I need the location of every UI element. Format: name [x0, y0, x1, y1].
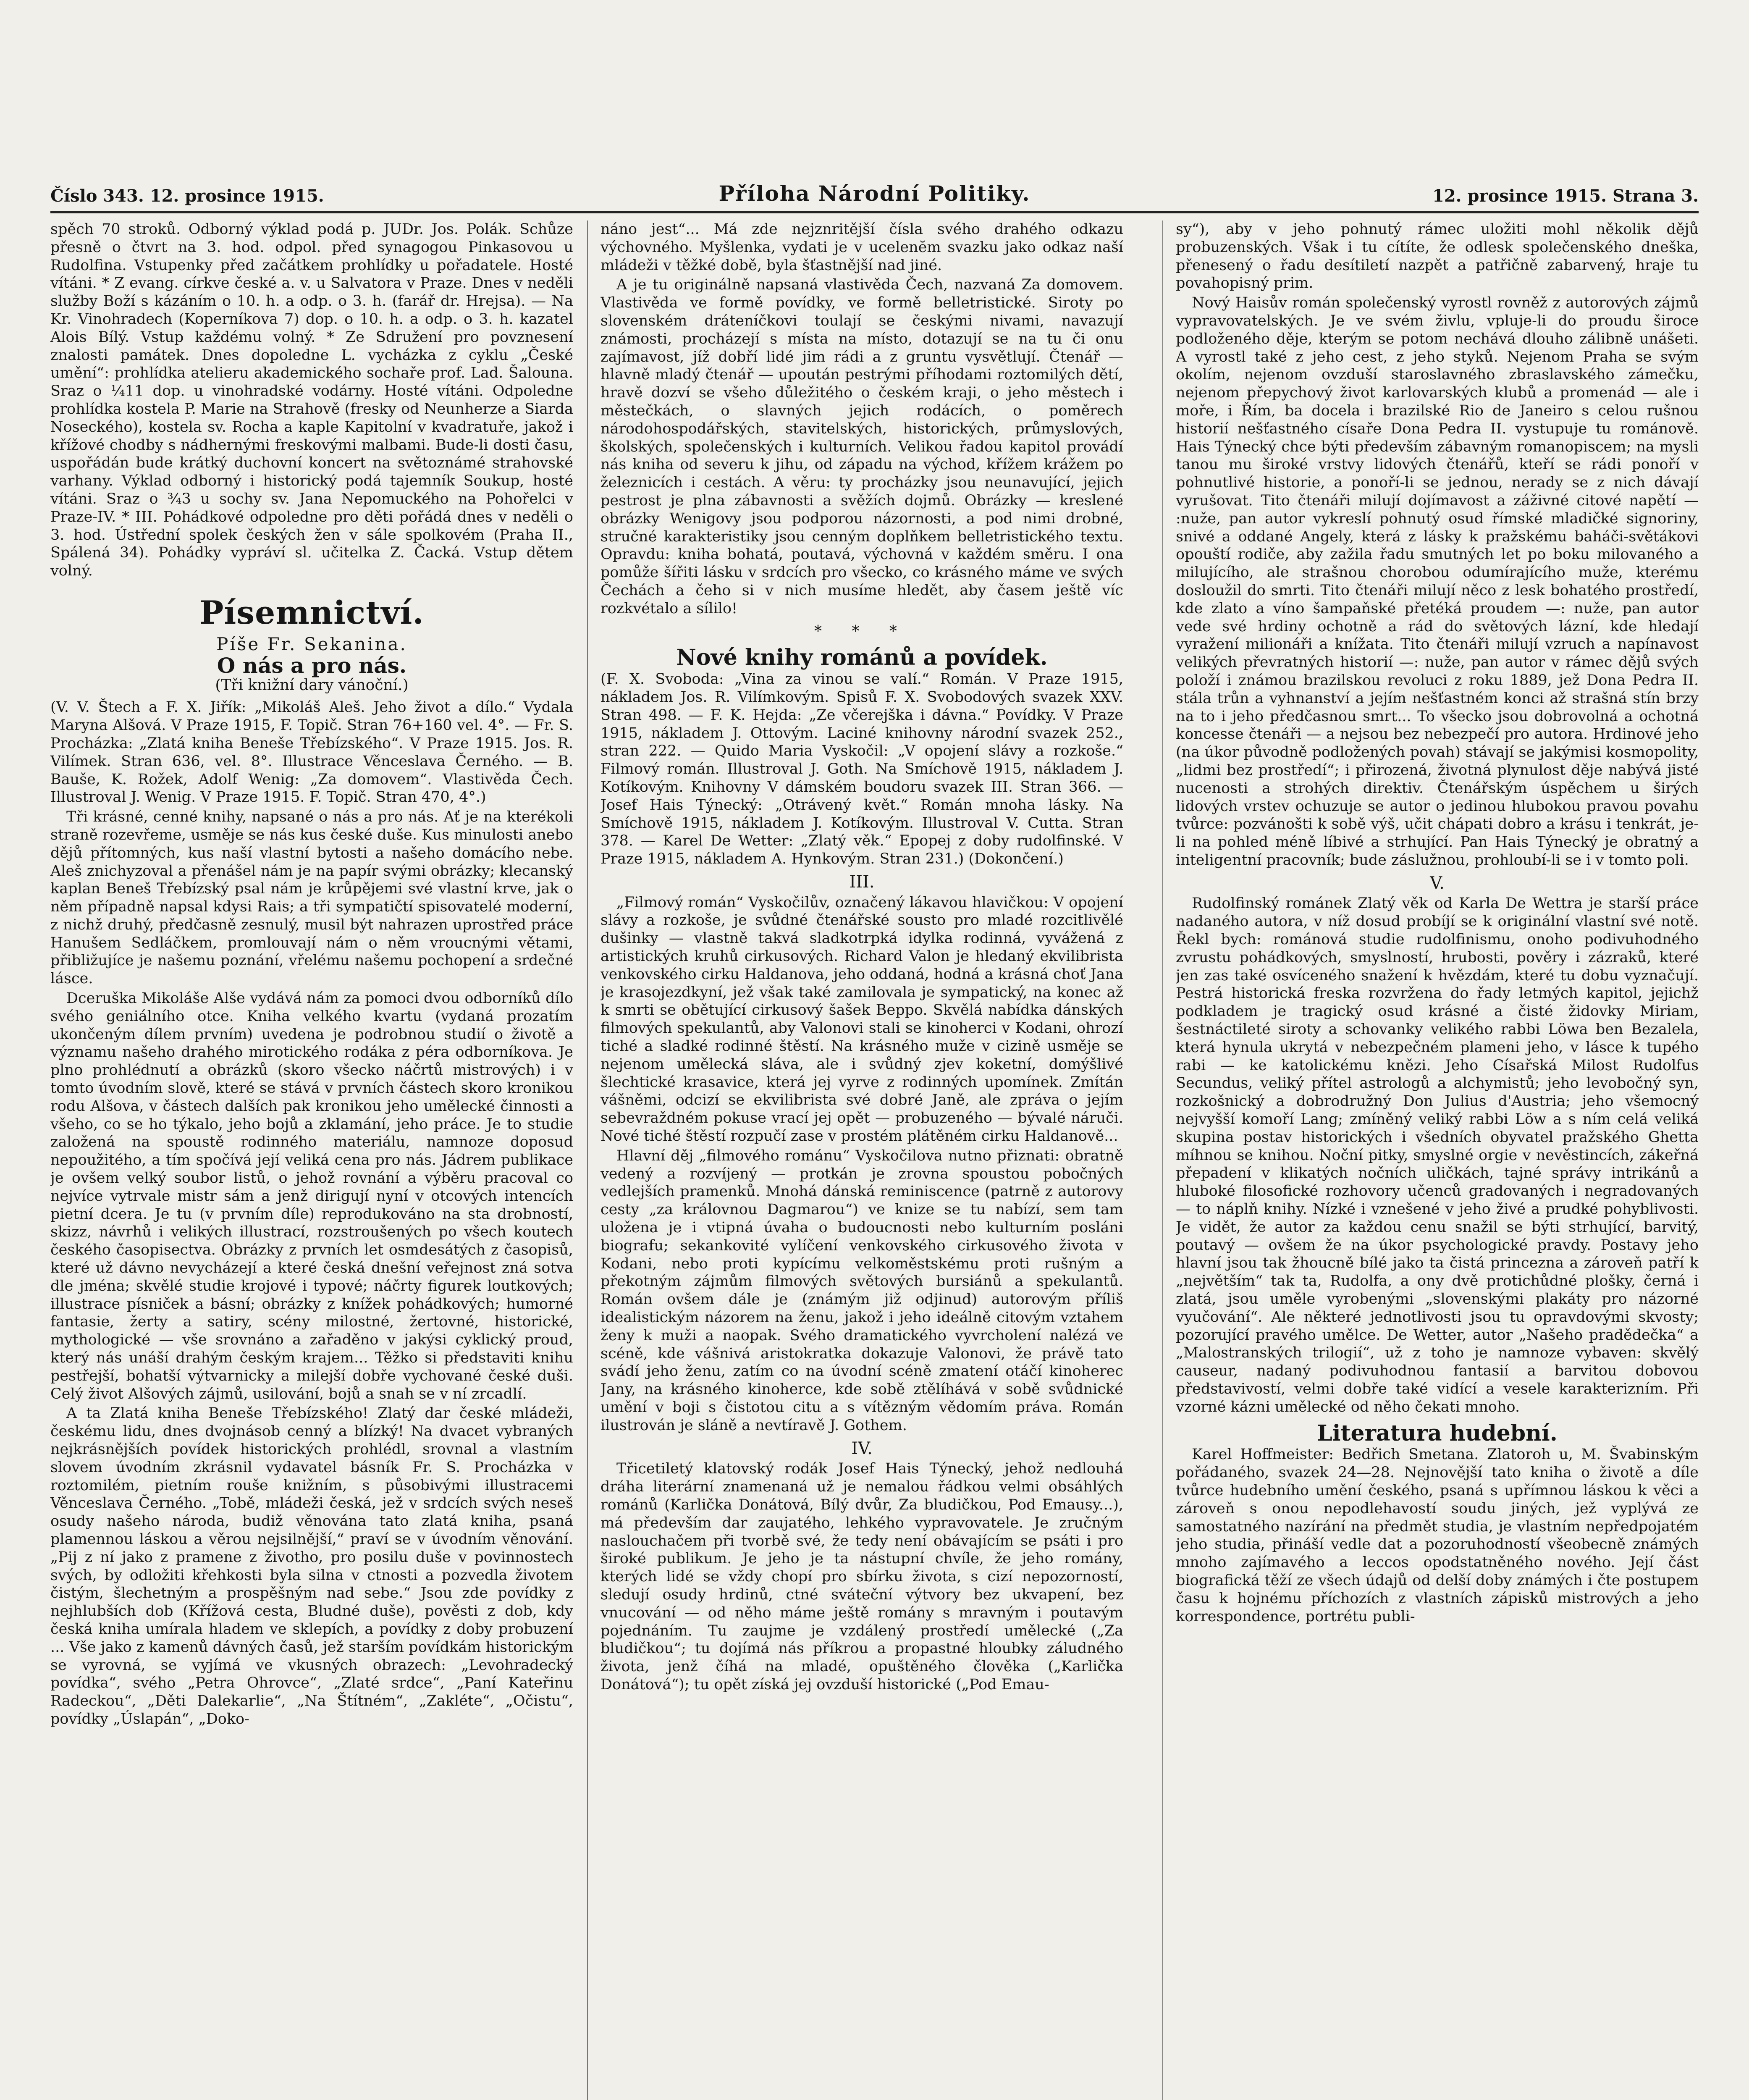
- article-title: O nás a pro nás.: [217, 653, 407, 678]
- paragraph: Tři krásné, cenné knihy, napsané o nás a pro nás. Ať je na kterékoli straně rozevřeme, usměje se nás kus české duše. Kus minulosti anebo dějů přítomných, kus naší vlastní bytosti a našeho domácího nebe. Aleš znichyzoval a přenášel nám je na papír svými obrázky; klecanský kaplan Beneš Třebízský psal nám je krůpějemi své vlastní krve, jak o něm případně napsal kdysi Rais; a tři sympatičtí spisovatelé moderní, z nichž druhý, předčasně zesnulý, musil být nahrazen uprostřed práce Hanušem Sedláčkem, promlouvají nám o něm vroucnými větami, přibližujíce je našemu poznání, vřelému našemu pochopení a srdečné lásce.: [50, 808, 573, 987]
- supplement-title: Příloha Národní Politiky.: [718, 181, 1031, 206]
- column-2: [600, 220, 1123, 2100]
- column-divider-2: [1162, 220, 1163, 2100]
- issue-info: Číslo 343. 12. prosince 1915.: [50, 186, 324, 206]
- heading-music-literature: Literatura hudební.: [1317, 1420, 1558, 1446]
- page-header: [50, 176, 1699, 206]
- paragraph: Nový Haisův román společenský vyrostl rovněž z autorových zájmů vypravovatelských. Je ve svém živlu, vpluje-li do proudu široce podloženého děje, kterým se potom nechává dlouho zálibně unášeti. A vyrostl také z jeho cest, z jeho styků. Nejenom Praha se svým okolím, nejenom ovzduší staroslavného zbraslavského zámečku, nejenom přepychový život karlovarských klubů a promenád — ale i moře, i Řím, ba docela i brazilské Rio de Janeiro s celou rušnou historií nešťastného císaře Dona Pedra II. vystupuje tu románově. Hais Týnecký chce býti především zábavným romanopiscem; na mysli tanou mu široké vrstvy lidových čtenářů, kteří se rádi ponoří v pohnutlivé historie, a ponoří-li se jednou, nerady se z nich dávají vyrušovat. Tito čtenáři milují dojímavost a záživné citové napětí — :nuže, pan autor vykreslí pohnutý osud římské mladičké signoriny, snivé a oddané Angely, která z lásky k pražskému baháči-světákovi opouští rodiče, aby zažila řadu smutných let po boku milovaného a milujícího, ale strašnou chorobou odumírajícího muže, kterému dosloužil do smrti. Tito čtenáři milují něco z lesk bohatého prostředí, kde zlato a víno šampaňské přetéká proudem —: nuže, pan autor vede své hrdiny ochotně a rád do světových lázní, kde hledají vyražení milionáři a knížata. Tito čtenáři milují vzruch a napínavost velikých převratných historií —: nuže, pan autor v rámec dějů svých položí i známou brazilskou revoluci z roku 1889, jež Dona Pedra II. stála trůn a vyhnanství a jejím nešťastném konci až strašná stín brzy na to i jeho předčasnou smrt... To všecko jsou dobrovolná a ochotná koncesse čtenáři — a nejsou bez nebezpečí pro autora. Hrdinové jeho (na úkor původně podložených povah) stávají se jakýmisi kosmopolity, „lidmi bez prostředí“; i přirozená, životná plynulost děje nabývá jisté nucenosti a strohých direktiv. Čtenářským úspěchem u širých lidových vrstev ochuzuje se autor o jedinou hlubokou pravou povahu tvůrce: pozvánošti k sobě výš, učit chápati dobro a krásu i tenkrát, je-li na pohled méně líbivé a strhující. Pan Hais Týnecký je obratný a inteligentní pracovník; bude záslužnou, prohloubí-li se i v tomto poli.: [1176, 294, 1699, 869]
- paragraph: Dceruška Mikoláše Alše vydává nám za pomoci dvou odborníků dílo svého geniálního otce. Kniha velkého kvartu (vydaná prozatím ukončeným dílem prvním) uvedena je podrobnou studií o životě a významu našeho drahého mirotického rodáka z péra odborníkova. Je plno prohlédnutí a obrázků (skoro všecko náčrtů mistrových) i v tomto úvodním slově, které se stává v prvních částech skoro kronikou rodu Alšova, v částech dalších pak kronikou jeho umělecké činnosti a všeho, co se ho týkalo, jeho bojů a zklamání, jeho práce. Je to studie založená na spoustě rodinného materiálu, namnoze doposud nepoužitého, a tím spočívá její veliká cena pro nás. Jádrem publikace je ovšem velký soubor listů, o jehož rovnání a výběru pracoval co nejvíce vytrvale mistr sám a jenž dirigují nyní v otcových intencích pietní dcera. Je tu (v prvním díle) reprodukováno na sta drobností, skizz, návrhů i velikých illustrací, rozstroušených po všech koutech českého časopisectva. Obrázky z prvních let osmdesátých z časopisů, které už dávno nevycházejí a které česká dnešní veřejnost zná sotva dle jména; skvělé studie krojové i typové; náčrty figurek loutkových; illustrace písniček a básní; obrázky z knížek pohádkových; humorné fantasie, žerty a satiry, scény milostné, žertovné, historické, mythologické — vše srovnáno a zařaděno v jakýsi cyklický proud, který nás unáší drahým českým krajem... Těžko si představiti knihu pestřejší, bohatší výtvarnicky a milejší dobře vychované české duši. Celý život Alšových zájmů, usilování, bojů a snah se v ní zrcadlí.: [50, 990, 573, 1402]
- heading-new-novels: Nové knihy románů a povídek.: [676, 645, 1048, 671]
- article-subtitle: (Tři knižní dary vánoční.): [215, 676, 409, 694]
- column-3: [1176, 220, 1699, 2100]
- part-number: IV.: [851, 1438, 873, 1458]
- section-title-literature: Písemnictví.: [199, 593, 424, 631]
- paragraph: A je tu originálně napsaná vlastivěda Čech, nazvaná Za domovem. Vlastivěda ve formě povídky, ve formě belletristické. Siroty po slovenském dráteníčkovi toulají se českými nivami, navazují známosti, procházejí s místa na místo, dotazují se na tu či onu zajímavost, jíž dobří lidé jim rádi a z gruntu vysvětlují. Čtenář — hlavně mladý čtenář — upoután pestrými příhodami roztomilých dětí, hravě dozví se všeho důležitého o českém kraji, o jeho městech i městečkách, o slavných jejich rodácích, o poměrech národohospodářských, stavitelských, historických, průmyslových, školských, společenských i kulturních. Velikou řadou kapitol provádí nás kniha od severu k jihu, od západu na východ, křížem krážem po železnicích i cestách. A věru: ty procházky jsou neunavující, jejich pestrost je plna zábavnosti a svěžích dojmů. Obrázky — kreslené obrázky Wenigovy jsou podporou názornosti, a pod nimi drobné, stručné karakteristiky jsou cenným doplňkem belletristického textu. Opravdu: kniha bohatá, poutavá, výchovná v každém směru. I ona pomůže šířiti lásku v srdcích pro všecko, co krásného máme ve svých Čechách a čeho si v nich musíme hledět, aby časem ještě víc rozkvétalo a sílilo!: [600, 276, 1123, 617]
- paragraph: náno jest“... Má zde nejznritější čísla svého drahého odkazu výchovného. Myšlenka, vydati je v ucelenĕm svazku jako odkaz naší mládeži v těžké době, byla šťastnější nad jiné.: [600, 221, 1123, 274]
- column-divider-1: [587, 220, 588, 2100]
- paragraph: Hlavní děj „filmového románu“ Vyskočilova nutno přiznati: obratně vedený a rozvíjený — protkán je zrovna spoustou pobočných vedlejších pramenků. Mnohá dánská reminiscence (patrně z autorovy cesty „za královnou Dagmarou“) ve knize se tu nabízí, sem tam uložena je i vtipná úvaha o budoucnosti nebo kulturním posláni biografu; sekankovité vylíčení venkovského cirkusového života v Kodani, nebo proti kypícímu velkoměstskému proti rušným a překotným zájmům filmových světových bursiánů a spekulantů. Román ovšem dále je (známým již odjinud) autorovým příliš idealistickým názorem na ženu, jakož i jeho ideálně citovým vztahem ženy k muži a naopak. Svého dramatického vyvrcholení nalézá ve scéně, kde vášnivá aristokratka dokazuje Valonovi, že právě tato svádí jeho ženu, zatím co na úvodní scéně zmatení otáčí kinoherec Jany, na krásného kinoherce, kde sobě ztělíhává v sobě svůdnické umění v boji s čistotou citu a s vítězným vědomím práva. Román ilustrován je sláně a nevtíravě J. Gothem.: [600, 1147, 1123, 1434]
- date-page-info: 12. prosince 1915. Strana 3.: [1432, 186, 1699, 206]
- bibliography: (F. X. Svoboda: „Vina za vinou se valí.“ Román. V Praze 1915, nákladem Jos. R. Vilímkovým. Spisů F. X. Svobodových svazek XXV. Stran 498. — F. K. Hejda: „Ze včerejška i dávna.“ Povídky. V Praze 1915, nákladem J. Ottovým. Laciné knihovny národní svazek 252., stran 222. — Quido Maria Vyskočil: „V opojení slávy a rozkoše.“ Filmový román. Illustroval J. Goth. Na Smíchově 1915, nákladem J. Kotíkovým. Knihovny V dámském boudoru svazek III. Stran 366. — Josef Hais Týnecký: „Otrávený květ.“ Román mnoha lásky. Na Smíchově 1915, nákladem J. Kotíkovým. Illustroval V. Cutta. Stran 378. — Karel De Wetter: „Zlatý věk.“ Epopej z doby rudolfinské. V Praze 1915, nákladem A. Hynkovým. Stran 231.) (Dokončení.): [600, 671, 1123, 868]
- column-1: [50, 220, 573, 2100]
- section-separator: * * *: [814, 622, 910, 640]
- announcements: spěch 70 stroků. Odborný výklad podá p. JUDr. Jos. Polák. Schůze přesně o čtvrt na 3. hod. odpol. před synagogou Pinkasovou u Rudolfina. Vstupenky před začátkem prohlídky u pořadatele. Hosté vítáni. * Z evang. církve české a. v. u Salvatora v Praze. Dnes v neděli služby Boží s kázáním o 10. h. a odp. o 3. h. (farář dr. Hrejsa). — Na Kr. Vinohradech (Koperníkova 7) dop. o 10. h. a odp. o 3. h. kazatel Alois Bílý. Vstup každému volný. * Ze Sdružení pro povznesení znalosti památek. Dnes dopoledne L. vycházka z cyklu „České umění“: prohlídka atelieru akademického sochaře prof. Lad. Šalouna. Sraz o ¼11 dop. u vinohradské vodárny. Hosté vítáni. Odpoledne prohlídka kostela P. Marie na Strahově (fresky od Neunherze a Siarda Noseckého), kostela sv. Rocha a kaple Kapitolní v kvadratuře, jakož i křížové chodby s nádhernými freskovými malbami. Bude-li dosti času, uspořádán bude krátký duchovní koncert na světoznámé strahovské varhany. Výklad odborný i historický podá tajemník Soukup, hosté vítáni. Sraz o ¾3 u sochy sv. Jana Nepomuckého na Pohořelci v Praze-IV. * III. Pohádkové odpoledne pro děti pořádá dnes v neděli o 3. hod. Ústřední spolek českých žen v sále spolkovém (Praha II., Spálená 34). Pohádky vypráví sl. učitelka Z. Čacká. Vstup dětem volný.: [50, 221, 573, 580]
- paragraph: Karel Hoffmeister: Bedřich Smetana. Zlatoroh u, M. Švabinským pořádaného, svazek 24—28. Nejnovější tato kniha o životě a díle tvůrce hudebního umění českého, psaná s upřímnou láskou k věci a zároveň s onou nepodlehavostí soudu jiných, jež vyplývá ze samostatného nazírání na předmět studia, je vlastním nepředpojatém jeho studia, přináší vedle dat a pozoruhodností všeobecně známých mnoho zajímavého a leccos opodstatněného nového. Její část biografická těží ze všech údajů od delší doby známých i čte postupem času k hojnému příchozích z vlastních zápisků mistrových a jeho korrespondence, portrétu publi-: [1176, 1446, 1699, 1625]
- part-number: V.: [1430, 873, 1445, 893]
- paragraph: Rudolfinský románek Zlatý věk od Karla De Wettra je starší práce nadaného autora, v níž dosud probíjí se k originální vlastní své notě. Řekl bych: románová studie rudolfinismu, onoho podivuhodného zvrustu pohádkových, smyslností, hrubosti, pověry i zázraků, které jen zas také osvíceného snažení k hvězdám, které tu dobu vyznačují. Pestrá historická freska rozvržena do řady letmých kapitol, jejichž podkladem je tragický osud krásné a čisté židovky Miriam, šestnáctileté siroty a schovanky velikého rabbi Löwa ben Bezalela, která hynula ukrytá v nebezpečném plameni jeho, v lásce k tupého rabi — ke katolickému knězi. Jeho Císařská Milost Rudolfus Secundus, veliký přítel astrologů a alchymistů; jeho levobočný syn, rozkošnický a dobrodružný Don Julius d'Austria; jeho všemocný nejvyšší komoří Lang; zmíněný veliký rabbi Löw a s ním celá veliká skupina postav historických i všedních obyvatel pražského Ghetta míhnou se knihou. Noční pitky, smyslné orgie v nevěstincích, zákeřná přepadení v klikatých nočních uličkách, tajné správy intrikánů a hluboké filosofické rozhovory učenců gradovaných i negradovaných — to náplň knihy. Nízké i vznešené v jeho živé a prudké pohyblivosti. Je vidět, že autor za každou cenu snažil se býti strhující, barvitý, poutavý — ovšem že na úkor psychologické pravdy. Postavy jeho hlavní jsou tak žhoucně bílé jako ta čistá princezna a zároveň patří k „největším“ tak ta, Rudolfa, a ony dvě protichůdné plošky, černá i zlatá, jsou uměle vyrobenými „slovenskými plakáty pro názorné vyučování“. Ale některé jednotlivosti jsou tu opravdovými skvosty; pozorující pravého umělce. De Wetter, autor „Našeho pradědečka“ a „Malostranských trilogií“, už z toho je namnoze vybaven: skvělý causeur, nadaný podivuhodnou fantasií a barvitou dobovou představivostí, velmi dobře také vidící a vesele karakterizním. Při vzorné kázni umělecké od něho čekati mnoho.: [1176, 895, 1699, 1415]
- paragraph: A ta Zlatá kniha Beneše Třebízského! Zlatý dar české mládeži, českému lidu, dnes dvojnásob cenný a blízký! Na dvacet vybraných nejkrásnějších povídek historických prohlédl, srovnal a vlastním slovem úvodním zkrásnil vydavatel básník Fr. S. Procházka v roztomilém, pietním rouše knižním, s působivými illustracemi Věnceslava Černého. „Tobě, mládeži česká, jež v srdcích svých neseš osudy našeho národa, budiž věnována tato zlatá kniha, psaná plamennou láskou a věrou nejsilnější,“ praví se v úvodním věnování. „Pij z ní jako z pramene z životho, pro posilu duše v povinnostech svých, by odložiti křehkosti byla silna v ctnosti a pozvedla životem čistým, šlechetným a prospěšným nad sebe.“ Jsou zde povídky z nejhlubších dob (Křížová cesta, Bludné duše), pověsti z dob, kdy česká kniha umírala hladem ve sklepích, a povídky z doby probuzení ... Vše jako z kamenů dávných časů, jež starším povídkám historickým se vyrovná, se vyjímá ve vkusných obrazech: „Levohradecký povídka“, svého „Petra Ohrovce“, „Zlaté srdce“, „Paní Kateřinu Radeckou“, „Děti Dalekarlie“, „Na Štítném“, „Zakléte“, „Očistu“, povídky „Úslapán“, „Doko-: [50, 1405, 573, 1727]
- paragraph: Třicetiletý klatovský rodák Josef Hais Týnecký, jehož nedlouhá dráha literární znamenaná už je nemalou řádkou velmi obsáhlých románů (Karlička Donátová, Bílý dvůr, Za bludičkou, Pod Emausy...), má především dar zaujatého, lehkého vypravovatele. Je zručným naslouchačem při tvorbě své, že tedy není obávajícím se psáti i pro široké publikum. Je jeho je ta nástupní chvíle, že jeho romány, kterých lidé se vždy chopí pro sbírku života, s cizí nepozorností, sledují osudy hrdinů, ctné sváteční výtvory bez ukvapení, bez vnucování — od něho máme ještě romány s mravným i poutavým pojednáním. Tu zaujme je vzdálený prostředí umělecké („Za bludičkou“; tu dojímá nás příkrou a propastné hloubky záludného života, jenž číhá na mladé, opuštěného člověka („Karlička Donátová“); tu opět získá jej ovzduší historické („Pod Emau-: [600, 1460, 1123, 1693]
- paragraph: sy“), aby v jeho pohnutý rámec uložiti mohl několik dějů probuzenských. Však i tu cítíte, že odlesk společenského dneška, přenesený o řadu desítiletí nazpět a patřičně zabarvený, hraje tu povahopisný prim.: [1176, 221, 1699, 292]
- bibliography: (V. V. Štech a F. X. Jiřík: „Mikoláš Aleš. Jeho život a dílo.“ Vydala Marynа Alšová. V Praze 1915, F. Topič. Stran 76+160 vel. 4°. — Fr. S. Procházka: „Zlatá kniha Beneše Třebízského“. V Praze 1915. Jos. R. Vilímek. Stran 636, vel. 8°. Illustrace Věnceslava Černého. — B. Bauše, K. Rožek, Adolf Wenig: „Za domovem“. Vlastivěda Čech. Illustroval J. Wenig. V Praze 1915. F. Topič. Stran 470, 4°.): [50, 699, 573, 806]
- paragraph: „Filmový román“ Vyskočilův, označený lákavou hlavičkou: V opojení slávy a rozkoše, je svůdné čtenářské sousto pro mladé rozcitlivělé dušinky — vlastně takvá sladkotrpká idylka rodinná, vyvážená z artistických kruhů cirkusových. Richard Valon je hledaný ekvilibrista venkovského cirku Haldanova, jeho oddaná, hodná a krásná choť Jana je krasojezdkyní, jež však také zamilovala je sympatický, na konec až k smrti se obětující cirkusový šašek Beppo. Skvělá nabídka dánských filmových spekulantů, aby Valonovi stali se kinoherci v Kodani, ohrozí tiché a sladké rodinné štěstí. Na krásného muže v cizině usměje se nejenom umělecká sláva, ale i svůdný zjev koketní, domýšlivé šlechtické krasavice, která jej vyrve z rodinných upomínek. Zmítán vášněmi, odcizí se ekvilibrista své dobré Janě, ale zpráva o jejím sebevraždném pokuse vrací jej opět — probuzeného — bývalé náruči. Nové tiché štěstí rozpučí zase v prostém plátěném cirku Haldanově...: [600, 894, 1123, 1145]
- byline: Píše Fr. Sekanina.: [216, 633, 407, 654]
- header-rule: [50, 211, 1699, 213]
- part-number: III.: [849, 872, 875, 892]
